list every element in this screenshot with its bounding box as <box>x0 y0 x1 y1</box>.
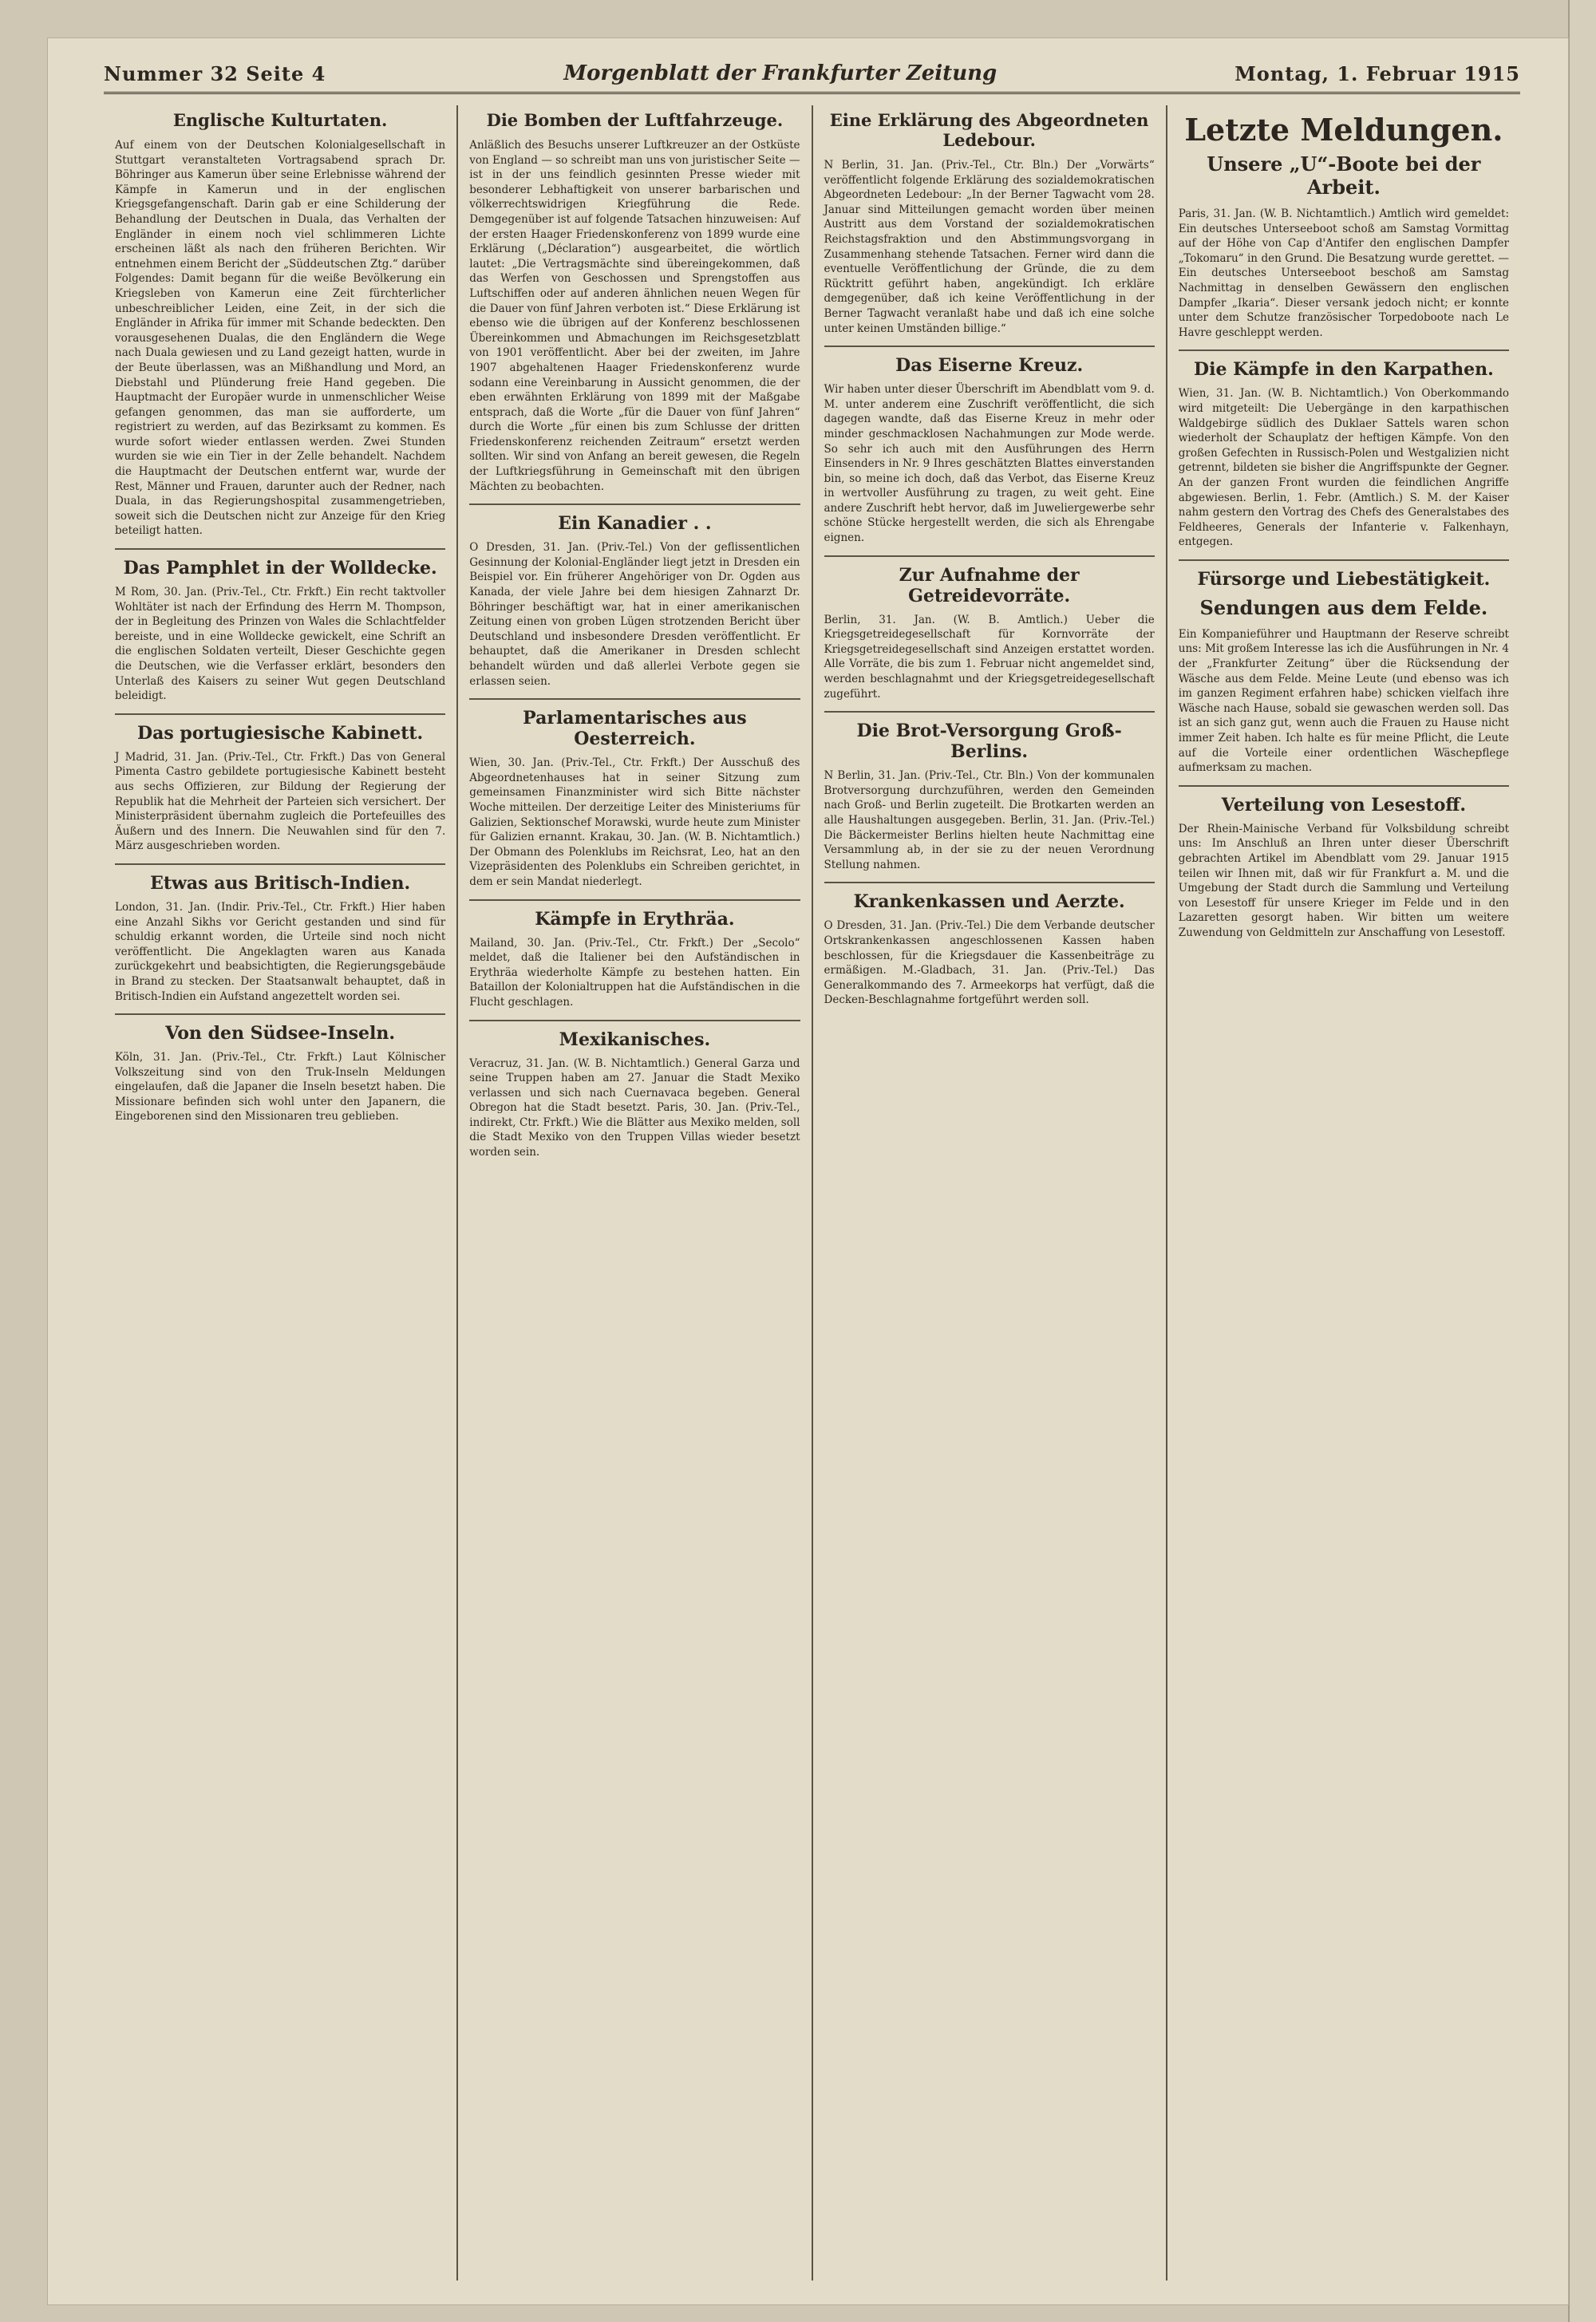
article-title: Etwas aus Britisch-Indien. <box>115 863 445 894</box>
article-title: Die Bomben der Luftfahrzeuge. <box>486 110 784 130</box>
issue-number: Nummer 32 Seite 4 <box>104 62 326 85</box>
issue-date: Montag, 1. Februar 1915 <box>1235 62 1520 85</box>
adjacent-page-edge <box>1568 0 1596 2322</box>
article-body: Auf einem von der Deutschen Kolonialgesellschaft in Stuttgart veranstalteten Vortragsabend sprach Dr. Böhringer aus Kamerun über seine Erlebnisse während der Kämpfe in Kamerun und in der englischen Kriegsgefangenschaft. Darin gab er eine Schilderung der Behandlung der Deutschen in Duala, das Verhalten der Engländer in einem noch viel schlimmeren Lichte erscheinen läßt als nach den früheren Berichten. Wir entnehmen einem Bericht der „Süddeutschen Ztg.“ darüber Folgendes: Damit begann für die weiße Bevölkerung ein Kriegsleben von Kamerun eine Zeit fürchterlicher unbeschreiblicher Leiden, eine Zeit, in der sich die Engländer in Afrika für immer mit Schande bedeckten. Den vorausgesehenen Dualas, die den Engländern die Wege nach Duala gewiesen und zu Land gezeigt hatten, wurde in der Beute überlassen, was an Mißhandlung und Mord, an Diebstahl und Plünderung freie Hand gegeben. Die Hauptmacht der Europäer wurde in unmenschlicher Weise gefangen genommen, das man sie aufforderte, um registriert zu werden, auf das Bezirksamt zu kommen. Es wurde sofort wieder entlassen werden. Zwei Stunden wurden sie wie ein Tier in der Zelle behandelt. Nachdem die Hauptmacht der Deutschen entfernt war, wurde der Rest, Männer und Frauen, darunter auch der Redner, nach Duala, in das Regierungshospital zusammengetrieben, soweit sich die Deutschen nicht zur Anzeige für den Krieg beteiligt hatten. <box>115 139 446 538</box>
article-title: Die Kämpfe in den Karpathen. <box>1179 349 1509 380</box>
column-3 <box>813 105 1167 2281</box>
article-title: Von den Südsee-Inseln. <box>115 1013 445 1044</box>
columns <box>104 105 1520 2281</box>
article-body: London, 31. Jan. (Indir. Priv.-Tel., Ctr. Frkft.) Hier haben eine Anzahl Sikhs vor Gericht gestanden und sind für schuldig erkannt worden, die Urteile sind noch nicht veröffentlicht. Die Angeklagten waren aus Kanada zurückgekehrt und beabsichtigten, die Regierungsgebäude in Brand zu stecken. Der Staatsanwalt behauptet, daß in Britisch-Indien ein Aufstand angezettelt worden sei. <box>115 900 446 1003</box>
article-title: Krankenkassen und Aerzte. <box>824 882 1155 912</box>
article-title: Mexikanisches. <box>469 1020 800 1050</box>
article-body: Veracruz, 31. Jan. (W. B. Nichtamtlich.) General Garza und seine Truppen haben am 27. Januar die Stadt Mexiko verlassen und sich nach Cuernavaca begeben. General Obregon hat die Stadt besetzt. Paris, 30. Jan. (Priv.-Tel., indirekt, Ctr. Frkft.) Wie die Blätter aus Mexiko melden, soll die Stadt Mexiko von den Truppen Villas wieder besetzt worden sein. <box>469 1056 800 1159</box>
article-body: Anläßlich des Besuchs unserer Luftkreuzer an der Ostküste von England — so schreibt man uns von juristischer Seite — ist in der uns feindlich gesinnten Presse wieder mit besonderer Lebhaftigkeit von unserer barbarischen und völkerrechtswidrigen Kriegführung die Rede. Demgegenüber ist auf folgende Tatsachen hinzuweisen: Auf der ersten Haager Friedenskonferenz von 1899 wurde eine Erklärung („Déclaration“) ausgearbeitet, die wörtlich lautet: „Die Vertragsmächte sind übereingekommen, daß das Werfen von Geschossen und Sprengstoffen aus Luftschiffen oder auf anderen ähnlichen neuen Wegen für die Dauer von fünf Jahren verboten ist.“ Diese Erklärung ist ebenso wie die übrigen auf der Konferenz beschlossenen Übereinkommen und Abmachungen im Reichsgesetzblatt von 1901 veröffentlicht. Aber bei der zweiten, im Jahre 1907 abgehaltenen Haager Friedenskonferenz wurde sodann eine Vereinbarung in Aussicht genommen, die der eben erwähnten Erklärung von 1899 mit der Maßgabe entsprach, daß die Worte „für die Dauer von fünf Jahren“ durch die Worte „für einen bis zum Schlusse der dritten Friedenskonferenz reichenden Zeitraum“ ersetzt werden sollten. Wir sind von Anfang an bereit gewesen, die Regeln der Luftkriegsführung in Gemeinschaft mit den übrigen Mächten zu beobachten. <box>469 139 800 493</box>
masthead-title: Morgenblatt der Frankfurter Zeitung <box>563 61 998 85</box>
article-body: Wien, 31. Jan. (W. B. Nichtamtlich.) Von Oberkommando wird mitgeteilt: Die Uebergänge in den karpathischen Waldgebirge südlich des Duklaer Sattels waren schon wiederholt der Schauplatz der heftigen Kämpfe. Von den großen Gefechten in Russisch-Polen und Westgalizien nicht getrennt, bildeten sie bisher die Angriffspunkte der Gegner. An der ganzen Front wurden die feindlichen Angriffe abgewiesen. Berlin, 1. Febr. (Amtlich.) S. M. der Kaiser nahm gestern den Vortrag des Chefs des Generalstabes des Feldheeres, Generals der Infanterie v. Falkenhayn, entgegen. <box>1178 387 1509 549</box>
article-body: Paris, 31. Jan. (W. B. Nichtamtlich.) Amtlich wird gemeldet: Ein deutsches Unterseeboot schoß am Samstag Vormittag auf der Höhe von Cap d'Antifer den englischen Dampfer „Tokomaru“ in den Grund. Die Besatzung wurde gerettet. — Ein deutsches Unterseeboot beschoß am Samstag Nachmittag in denselben Gewässern den englischen Dampfer „Ikaria“. Dieser versank jedoch nicht; er konnte unter dem Schutze französischer Torpedoboote nach Le Havre geschleppt werden. <box>1178 207 1509 339</box>
article-body: Wien, 30. Jan. (Priv.-Tel., Ctr. Frkft.) Der Ausschuß des Abgeordnetenhauses hat in seiner Sitzung zum gemeinsamen Finanzminister wird sich Bitte nächster Woche mitteilen. Der derzeitige Leiter des Ministeriums für Galizien, Sektionschef Morawski, wurde heute zum Minister für Galizien ernannt. Krakau, 30. Jan. (W. B. Nichtamtlich.) Der Obmann des Polenklubs im Reichsrat, Leo, hat an den Vizepräsidenten des Polenklubs ein Schreiben gerichtet, in dem er sein Mandat niederlegt. <box>469 756 800 888</box>
article-body: N Berlin, 31. Jan. (Priv.-Tel., Ctr. Bln.) Von der kommunalen Brotversorgung durchzuführen, werden den Gemeinden nach Groß- und Berlin zugeteilt. Die Brotkarten werden an alle Haushaltungen ausgegeben. Berlin, 31. Jan. (Priv.-Tel.) Die Bäckermeister Berlins hielten heute Nachmittag eine Versammlung ab, in der sie zu der neuen Verordnung Stellung nahmen. <box>824 769 1155 871</box>
article-body: Ein Kompanieführer und Hauptmann der Reserve schreibt uns: Mit großem Interesse las ich die Ausführungen in Nr. 4 der „Frankfurter Zeitung“ über die Rücksendung der Wäsche aus dem Felde. Meine Leute (und ebenso was ich im ganzen Regiment erfahren habe) schicken vielfach ihre Wäsche nach Hause, sobald sie gewaschen werden soll. Das ist an sich ganz gut, wenn auch die Frauen zu Hause nicht immer Zeit haben. Ich halte es für meine Pflicht, die Leute auf die Vorteile einer ordentlichen Wäschepflege aufmerksam zu machen. <box>1178 627 1509 775</box>
article-title: Kämpfe in Erythräa. <box>469 899 800 930</box>
column-2 <box>458 105 812 2281</box>
article-title: Zur Aufnahme der Getreidevorräte. <box>824 555 1155 606</box>
article-title: Das portugiesische Kabinett. <box>115 713 445 744</box>
column-4 <box>1167 105 1520 2281</box>
article-body: N Berlin, 31. Jan. (Priv.-Tel., Ctr. Bln.) Der „Vorwärts“ veröffentlicht folgende Erklärung des sozialdemokratischen Abgeordneten Ledebour: „In der Berner Tagwacht vom 28. Januar sind Mitteilungen gemacht worden über meinen Austritt aus dem Vorstand der sozialdemokratischen Reichstagsfraktion und den Abstimmungsvorgang in Zusammenhang stehende Tatsachen. Ferner wird dann die eventuelle Veröffentlichung der Gründe, die zu dem Rücktritt geführt haben, angekündigt. Ich erkläre demgegenüber, daß ich keine Veröffentlichung in der Berner Tagwacht veranlaßt habe und daß ich eine solche unter keinen Umständen billige.“ <box>824 159 1155 335</box>
article-title: Verteilung von Lesestoff. <box>1179 785 1509 815</box>
newspaper-page <box>48 38 1568 2304</box>
article-title: Eine Erklärung des Abgeordneten Ledebour. <box>829 110 1149 150</box>
article-title: Englische Kulturtaten. <box>172 110 388 130</box>
article-body: Der Rhein-Mainische Verband für Volksbildung schreibt uns: Im Anschluß an Ihren unter dieser Überschrift gebrachten Artikel im Abendblatt vom 29. Januar 1915 teilen wir Ihnen mit, daß wir für Frankfurt a. M. und die Umgebung der Stadt durch die Sammlung und Verteilung von Lesestoff für unsere Krieger im Felde und in den Lazaretten gesorgt haben. Wir bitten um weitere Zuwendung von Geldmitteln zur Anschaffung von Lesestoff. <box>1178 822 1509 939</box>
article-body: Köln, 31. Jan. (Priv.-Tel., Ctr. Frkft.) Laut Kölnischer Volkszeitung sind von den Truk-Inseln Meldungen eingelaufen, daß die Japaner die Inseln besetzt haben. Die Missionare befinden sich wohl unter den Japanern, die Eingeborenen sind den Missionaren treu geblieben. <box>115 1051 446 1123</box>
article-body: O Dresden, 31. Jan. (Priv.-Tel.) Die dem Verbande deutscher Ortskrankenkassen angeschlossenen Kassen haben beschlossen, für die Kriegsdauer die Kassenbeiträge zu ermäßigen. M.-Gladbach, 31. Jan. (Priv.-Tel.) Das Generalkommando des 7. Armeekorps hat verfügt, daß die Decken-Beschlagnahme fortgeführt werden soll. <box>824 919 1155 1007</box>
article-title: Parlamentarisches aus Oesterreich. <box>469 698 800 749</box>
section-title-latest-news: Letzte Meldungen. <box>1184 112 1503 148</box>
article-body: M Rom, 30. Jan. (Priv.-Tel., Ctr. Frkft.) Ein recht taktvoller Wohltäter ist nach der Erfindung des Herrn M. Thompson, der in Begleitung des Prinzen von Wales die Schlachtfelder bereiste, und in eine Wolldecke gewickelt, eine Schrift an die englischen Soldaten verteilt, Dieser Geschichte gegen die Deutschen, wie die Verfasser erklärt, besonders den Unterlaß des Kaisers zu seiner Wut gegen Deutschland beleidigt. <box>115 586 446 703</box>
article-title: Das Pamphlet in der Wolldecke. <box>115 548 445 579</box>
article-body: O Dresden, 31. Jan. (Priv.-Tel.) Von der geflissentlichen Gesinnung der Kolonial-Engländer liegt jetzt in Dresden ein Beispiel vor. Ein früherer Angehöriger von Dr. Ogden aus Kanada, der viele Jahre bei dem hiesigen Zahnarzt Dr. Böhringer beschäftigt war, hat in einer amerikanischen Zeitung einen von groben Lügen strotzenden Bericht über Deutschland und insbesondere Dresden veröffentlicht. Er behauptet, daß die Amerikaner in Dresden schlecht behandelt würden und daß allerlei Verbote gegen sie erlassen seien. <box>469 541 800 688</box>
article-body: Berlin, 31. Jan. (W. B. Amtlich.) Ueber die Kriegsgetreidegesellschaft für Kornvorräte der Kriegsgetreidegesellschaft sind Anzeigen erstattet worden. Alle Vorräte, die bis zum 1. Februar nicht angemeldet sind, werden beschlagnahmt und der Kriegsgetreidegesellschaft zugeführt. <box>824 613 1155 701</box>
article-title: Das Eiserne Kreuz. <box>824 346 1155 376</box>
article-body: Wir haben unter dieser Überschrift im Abendblatt vom 9. d. M. unter anderem eine Zuschrift veröffentlicht, die sich dagegen wandte, daß das Eiserne Kreuz in mehr oder minder geschmacklosen Nachahmungen zur Mode werde. So sehr ich auch mit den Ausführungen des Herrn Einsenders in Nr. 9 Ihres geschätzten Blattes einverstanden bin, so meine ich doch, daß das Verbot, das Eiserne Kreuz in wertvoller Ausführung zu tragen, zu weit geht. Eine andere Zuschrift hebt hervor, daß im Juweliergewerbe sehr schöne Stücke hergestellt werden, die sich als Ehrengabe eignen. <box>824 383 1155 545</box>
article-body: J Madrid, 31. Jan. (Priv.-Tel., Ctr. Frkft.) Das von General Pimenta Castro gebildete portugiesische Kabinett besteht aus sechs Offizieren, zur Bildung der Regierung der Republik hat die Mehrheit der Parteien sich versichert. Der Ministerpräsident übernahm zugleich die Portefeuilles des Äußern und des Innern. Die Neuwahlen sind für den 7. März ausgeschrieben worden. <box>115 750 446 853</box>
page-header <box>104 38 1520 94</box>
article-subtitle: Sendungen aus dem Felde. <box>1199 595 1488 619</box>
column-1 <box>104 105 458 2281</box>
article-body: Mailand, 30. Jan. (Priv.-Tel., Ctr. Frkft.) Der „Secolo“ meldet, daß die Italiener bei den Aufständischen in Erythräa wiederholte Kämpfe zu bestehen hatten. Ein Bataillon der Kolonialtruppen hat die Aufständischen in die Flucht geschlagen. <box>469 936 800 1009</box>
article-subtitle: Unsere „U“-Boote bei der Arbeit. <box>1207 152 1481 199</box>
article-title: Ein Kanadier . . <box>469 503 800 534</box>
article-title: Die Brot-Versorgung Groß-Berlins. <box>824 711 1155 762</box>
article-title: Fürsorge und Liebestätigkeit. <box>1179 559 1509 590</box>
